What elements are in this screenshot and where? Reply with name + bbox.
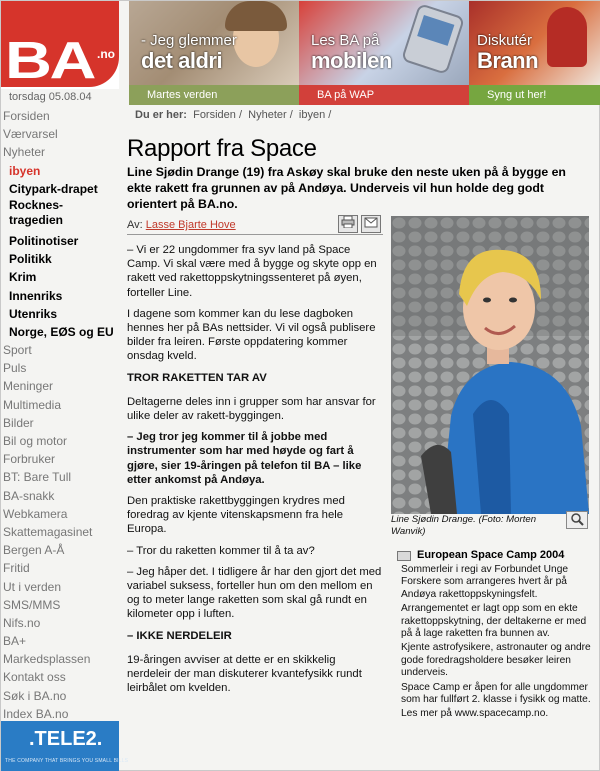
photo-caption: Line Sjødin Drange. (Foto: Morten Wanvik) bbox=[391, 514, 537, 537]
sidebar-nav bbox=[1, 107, 119, 723]
nav-item-norge-eos-eu[interactable]: Norge, EØS og EU bbox=[9, 324, 114, 339]
logo-suffix: .no bbox=[97, 47, 115, 61]
tele2-logo: .TELE2. bbox=[29, 728, 103, 750]
factbox-paragraph: Arrangementet er lagt opp som en ekte rakettoppskytning, der deltakerne er med på å lage raketten fra bunnen av. bbox=[401, 603, 587, 640]
banner-headline bbox=[311, 31, 392, 71]
nav-item-webkamera[interactable]: Webkamera bbox=[3, 506, 68, 521]
quote-paragraph: – Jeg tror jeg kommer til å jobbe med instrumenter som har med høyde og fart å gjøre, sier 19-åringen på telefon til BA – like etter ankomst på Andøya. bbox=[127, 431, 362, 486]
nav-item-kontakt-oss[interactable]: Kontakt oss bbox=[3, 670, 66, 685]
divider bbox=[127, 234, 383, 235]
subheading: – IKKE NERDELEIR bbox=[127, 629, 232, 642]
nav-item-forsiden[interactable]: Forsiden bbox=[3, 109, 50, 123]
email-icon[interactable] bbox=[361, 215, 381, 233]
nav-item-skattemagasinet[interactable]: Skattemagasinet bbox=[3, 524, 93, 539]
article-body bbox=[127, 243, 382, 702]
byline-prefix: Av: bbox=[127, 219, 143, 231]
subheading: TROR RAKETTEN TAR AV bbox=[127, 371, 267, 384]
paragraph: – Jeg håper det. I tidligere år har den gjort det med variabel suksess, forteller hun om den mellom en og to meter lange raketten som skal gå rundt en kilometer opp i luften. bbox=[127, 565, 382, 621]
nav-item-politinotiser[interactable]: Politinotiser bbox=[9, 233, 79, 248]
paragraph: Deltagerne deles inn i grupper som har ansvar for ulike deler av rakett-byggingen. bbox=[127, 395, 376, 423]
banner-headline-line1: - Jeg glemmer bbox=[141, 32, 237, 49]
nav-item-markedsplassen[interactable]: Markedsplassen bbox=[3, 652, 91, 667]
folder-icon bbox=[397, 551, 411, 561]
factbox-paragraph: Space Camp er åpen for alle ungdommer som har fullført 2. klasse i fysikk og matte. bbox=[401, 681, 591, 706]
paragraph: I dagene som kommer kan du lese dagboken hennes her på BAs nettsider. Vi vil også publisere bilder fra leiren. Første oppdatering kommer onsdag kveld. bbox=[127, 307, 376, 363]
factbox-link[interactable]: Les mer på www.spacecamp.no. bbox=[401, 708, 549, 720]
nav-item-politikk[interactable]: Politikk bbox=[9, 252, 52, 267]
breadcrumb bbox=[135, 109, 331, 121]
banner-headline-line2: mobilen bbox=[311, 48, 392, 73]
breadcrumb-item[interactable]: ibyen / bbox=[298, 109, 332, 121]
nav-item-vaervarsel[interactable]: Værvarsel bbox=[3, 127, 58, 142]
nav-item-puls[interactable]: Puls bbox=[3, 361, 27, 376]
nav-item-ut-i-verden[interactable]: Ut i verden bbox=[3, 579, 62, 594]
print-icon[interactable] bbox=[338, 215, 358, 233]
nav-item-nifs[interactable]: Nifs.no bbox=[3, 615, 41, 630]
banner-headline-line1: Les BA på bbox=[311, 32, 380, 49]
nav-item-utenriks[interactable]: Utenriks bbox=[9, 306, 58, 321]
paragraph: 19-åringen avviser at dette er en skikkelig nerdeleir der man diskuterer kvantefysikk rundt leirbålet om kvelden. bbox=[127, 653, 362, 695]
factbox bbox=[401, 564, 591, 723]
nav-item-ibyen[interactable]: ibyen bbox=[9, 163, 41, 178]
nav-item-nyheter[interactable]: Nyheter bbox=[3, 145, 46, 160]
byline bbox=[127, 219, 236, 231]
nav-item-multimedia[interactable]: Multimedia bbox=[3, 397, 62, 412]
breadcrumb-prefix: Du er her: bbox=[135, 109, 187, 121]
article-photo[interactable] bbox=[391, 216, 589, 514]
nav-item-innenriks[interactable]: Innenriks bbox=[9, 288, 63, 303]
breadcrumb-item[interactable]: Forsiden / bbox=[193, 109, 243, 121]
logo-text: BA bbox=[5, 32, 94, 90]
banner-headline-line1: Diskutér bbox=[477, 32, 533, 49]
article-lead: Line Sjødin Drange (19) fra Askøy skal bruke den neste uken på å bygge en ekte rakett fra grunnen av på Andøya. Underveis vil hun holde deg godt orientert på BA.no. bbox=[127, 165, 566, 211]
nav-item-ba-snakk[interactable]: BA-snakk bbox=[3, 488, 55, 503]
nav-item-krim[interactable]: Krim bbox=[9, 270, 37, 285]
banner-headline bbox=[141, 31, 237, 71]
factbox-paragraph: Kjente astrofysikere, astronauter og andre gode foredragsholdere besøker leiren underveis. bbox=[401, 642, 591, 679]
author-link[interactable]: Lasse Bjarte Hove bbox=[145, 219, 236, 231]
tele2-ad[interactable] bbox=[1, 721, 129, 771]
nav-item-rocknes-tragedien[interactable]: Rocknes-tragedien bbox=[9, 197, 64, 227]
nav-item-forbruker[interactable]: Forbruker bbox=[3, 452, 56, 467]
article-tools bbox=[338, 215, 384, 233]
nav-item-sms-mms[interactable]: SMS/MMS bbox=[3, 597, 61, 612]
banner-headline-line2: Brann bbox=[477, 48, 539, 73]
nav-item-citypark-drapet[interactable]: Citypark-drapet bbox=[9, 181, 98, 196]
factbox-title: European Space Camp 2004 bbox=[417, 549, 565, 561]
nav-item-ba-plus[interactable]: BA+ bbox=[3, 634, 27, 649]
nav-item-index[interactable]: Index BA.no bbox=[3, 706, 69, 721]
nav-item-bil-og-motor[interactable]: Bil og motor bbox=[3, 434, 68, 448]
nav-item-bt-bare-tull[interactable]: BT: Bare Tull bbox=[3, 470, 72, 485]
paragraph: – Vi er 22 ungdommer fra syv land på Space Camp. Vi skal være med å bygge og skyte opp en rakett ved rakettoppskytningssenteret på øyen, forteller Line. bbox=[127, 244, 377, 299]
banner-link[interactable]: BA på WAP bbox=[299, 85, 469, 105]
factbox-paragraph: Sommerleir i regi av Forbundet Unge Forskere som arrangeres hvert år på Andøya rakettoppskyningsfelt. bbox=[401, 564, 569, 600]
nav-item-fritid[interactable]: Fritid bbox=[3, 561, 30, 576]
banner-ba-pa-wap[interactable] bbox=[299, 1, 469, 105]
zoom-icon[interactable] bbox=[566, 511, 588, 529]
banner-headline bbox=[477, 31, 538, 71]
banner-diskuter-brann[interactable] bbox=[469, 1, 600, 105]
paragraph: – Tror du raketten kommer til å ta av? bbox=[127, 544, 315, 557]
current-date: torsdag 05.08.04 bbox=[9, 91, 92, 103]
nav-item-sport[interactable]: Sport bbox=[3, 343, 32, 358]
nav-item-bilder[interactable]: Bilder bbox=[3, 415, 34, 430]
paragraph: Den praktiske rakettbyggingen krydres med foredrag av kjente vitenskapsmenn fra hele Europa. bbox=[127, 495, 345, 536]
phone-icon bbox=[401, 3, 465, 75]
banner-martes-verden[interactable] bbox=[129, 1, 299, 105]
banner-headline-line2: det aldri bbox=[141, 48, 223, 73]
nav-item-bergen-a-a[interactable]: Bergen A-Å bbox=[3, 543, 65, 558]
nav-item-meninger[interactable]: Meninger bbox=[3, 379, 54, 394]
nav-item-sok[interactable]: Søk i BA.no bbox=[3, 688, 67, 703]
banner-link[interactable]: Martes verden bbox=[129, 85, 299, 105]
article-title: Rapport fra Space bbox=[127, 135, 317, 162]
site-logo[interactable] bbox=[1, 1, 119, 89]
banner-link[interactable]: Syng ut her! bbox=[469, 85, 600, 105]
breadcrumb-item[interactable]: Nyheter / bbox=[248, 109, 293, 121]
tele2-tagline: THE COMPANY THAT BRINGS YOU SMALL BILLS bbox=[5, 758, 129, 764]
